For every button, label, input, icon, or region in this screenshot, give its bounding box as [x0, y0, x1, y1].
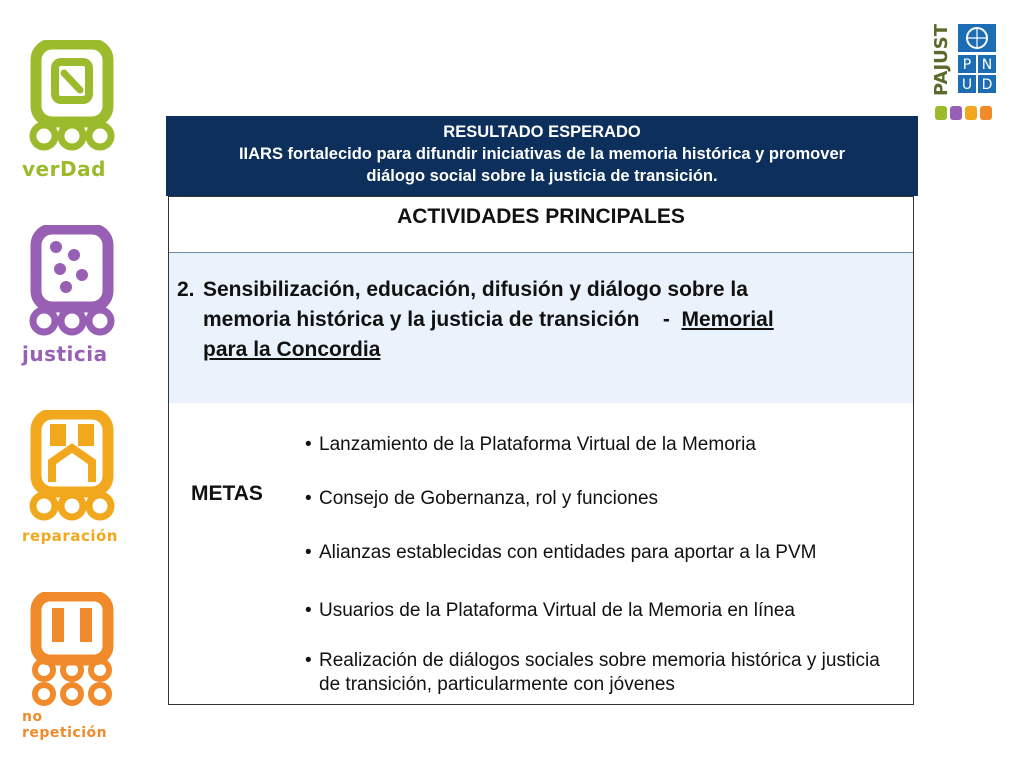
list-item [305, 487, 905, 511]
logo-norepeticion [22, 592, 132, 741]
activity-row [169, 253, 913, 403]
justicia-glyph-icon [22, 225, 122, 340]
expected-result-header [166, 116, 918, 196]
undp-letter-u: U [961, 77, 973, 93]
logo-reparacion-label: reparación [22, 527, 118, 545]
activity-text [203, 275, 893, 365]
header-title: RESULTADO ESPERADO [443, 123, 641, 141]
header-line-2: IIARS fortalecido para difundir iniciativas de la memoria histórica y promover [238, 145, 846, 163]
logo-reparacion [22, 410, 132, 545]
meta-text: Alianzas establecidas con entidades para aportar a la PVM [319, 542, 817, 563]
undp-letter-n: N [981, 57, 993, 73]
bullet: • [305, 542, 312, 563]
logo-verdad-label: verDad [22, 157, 106, 181]
header-line-3: diálogo social sobre la justicia de transición. [366, 167, 718, 185]
logo-justicia [22, 225, 132, 366]
list-item [305, 649, 895, 697]
logo-verdad [22, 40, 132, 181]
pajust-undp-logo-icon [930, 22, 1000, 124]
norepeticion-glyph-icon [22, 592, 122, 707]
verdad-glyph-icon [22, 40, 122, 155]
activity-line-2 [203, 305, 893, 335]
activity-line-1: Sensibilización, educación, difusión y diálogo sobre la [203, 278, 748, 301]
undp-letter-p: P [962, 57, 972, 73]
logo-norepeticion-label: no repetición [22, 709, 108, 741]
meta-text: Usuarios de la Plataforma Virtual de la Memoria en línea [319, 600, 795, 621]
meta-text: Realización de diálogos sociales sobre memoria histórica y justicia de transición, particularmente con jóvenes [319, 650, 880, 695]
activities-title: ACTIVIDADES PRINCIPALES [169, 197, 913, 253]
activity-memorial-link-part-1: Memorial [681, 308, 774, 331]
list-item [305, 541, 905, 565]
meta-text: Lanzamiento de la Plataforma Virtual de la Memoria [319, 434, 756, 455]
activities-table [168, 196, 914, 705]
brand-logos [930, 22, 1000, 124]
pajust-wordmark: PAJUST [931, 23, 952, 96]
metas-label: METAS [191, 482, 263, 505]
bullet: • [305, 488, 312, 509]
bullet: • [305, 650, 312, 671]
activity-line-2-text: memoria histórica y la justicia de transición - [203, 308, 682, 331]
undp-letter-d: D [981, 77, 993, 93]
activity-memorial-link-part-2: para la Concordia [203, 338, 381, 361]
activity-number: 2. [177, 278, 195, 301]
bullet: • [305, 600, 312, 621]
reparacion-glyph-icon [22, 410, 122, 525]
list-item [305, 433, 905, 457]
bullet: • [305, 434, 312, 455]
logo-justicia-label: justicia [22, 342, 108, 366]
meta-text: Consejo de Gobernanza, rol y funciones [319, 488, 659, 509]
list-item [305, 599, 905, 623]
